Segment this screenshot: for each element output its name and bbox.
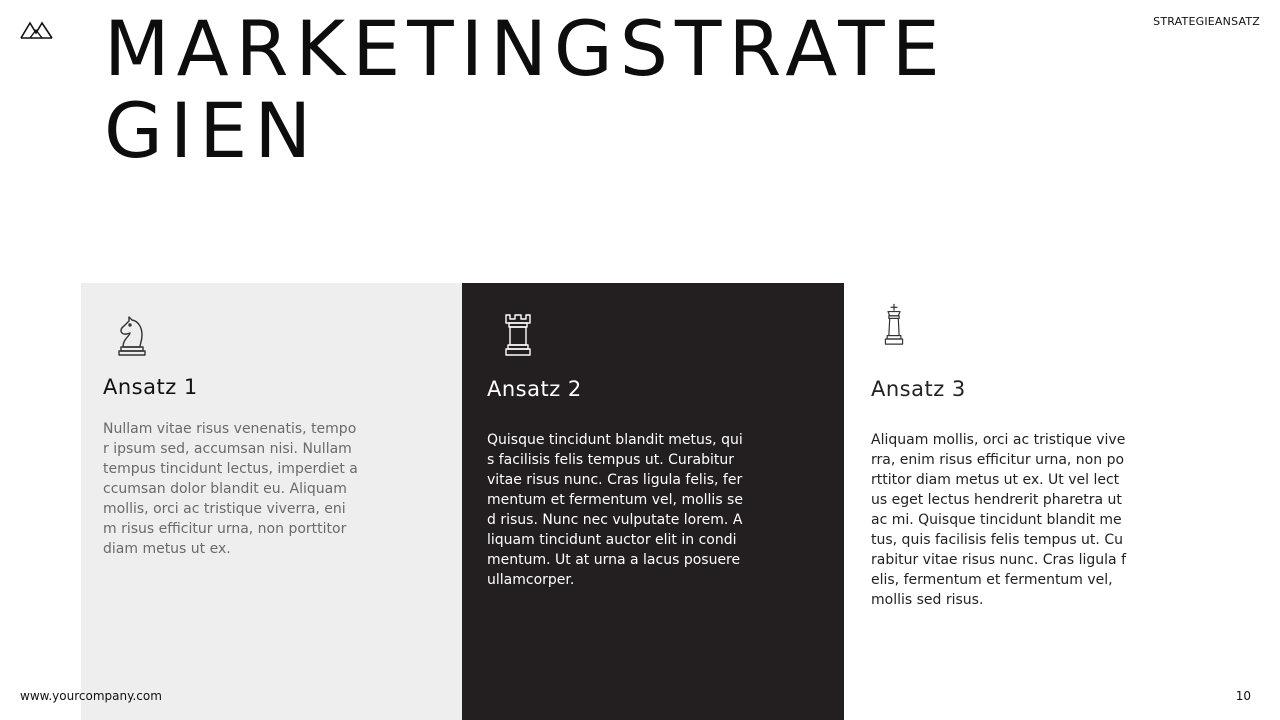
- card-body: Aliquam mollis, orci ac tristique viverra, enim risus efficitur urna, non porttitor diam metus ut ex. Ut vel lectus eget lectus hendrerit pharetra ut ac mi. Quisque tincidunt blandit metus, quis facilisis felis tempus ut. Curabitur vitae risus nunc. Cras ligula felis, fermentum et fermentum vel, mollis sed risus.: [871, 432, 1127, 608]
- page-title: MARKETINGSTRATEGIEN: [104, 4, 947, 175]
- chess-king-icon: [874, 303, 914, 351]
- card-heading: Ansatz 3: [871, 377, 966, 401]
- mountain-icon: [20, 20, 53, 40]
- card-heading: Ansatz 1: [103, 375, 198, 399]
- chess-knight-icon: [111, 311, 151, 359]
- approach-card-3: [844, 283, 1280, 720]
- card-body: Quisque tincidunt blandit metus, quis facilisis felis tempus ut. Curabitur vitae risus nunc. Cras ligula felis, fermentum et fermentum vel, mollis sed risus. Nunc nec vulputate lorem. Aliquam tincidunt auctor elit in condimentum. Ut at urna a lacus posuere ullamcorper.: [487, 432, 743, 588]
- approach-card-2: [462, 283, 844, 720]
- approach-card-1: [81, 283, 462, 720]
- page-number: 10: [1235, 689, 1251, 703]
- card-heading: Ansatz 2: [487, 377, 582, 401]
- chess-rook-icon: [498, 311, 538, 359]
- section-label: STRATEGIEANSATZ: [1153, 15, 1260, 28]
- card-body: Nullam vitae risus venenatis, tempor ipsum sed, accumsan nisi. Nullam tempus tincidunt lectus, imperdiet accumsan dolor blandit eu. Aliquam mollis, orci ac tristique viverra, enim risus efficitur urna, non porttitor diam metus ut ex.: [103, 421, 358, 557]
- footer-url[interactable]: www.yourcompany.com: [20, 689, 162, 703]
